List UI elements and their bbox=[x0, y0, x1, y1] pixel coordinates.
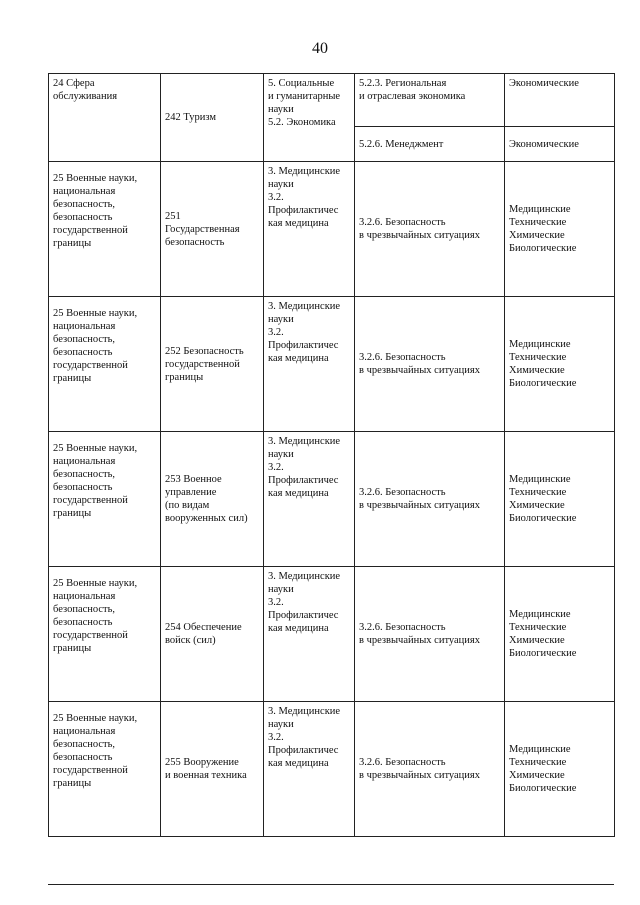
category-cell: Экономические bbox=[505, 74, 615, 127]
table-row bbox=[49, 297, 615, 432]
table-row bbox=[49, 432, 615, 567]
specialty-cell: 5.2.6. Менеджмент bbox=[355, 127, 505, 162]
category-cell: Медицинские Технические Химические Биологические bbox=[505, 567, 615, 702]
category-cell: Экономические bbox=[505, 127, 615, 162]
field-cell: 3. Медицинские науки 3.2. Профилактичес кая медицина bbox=[264, 297, 355, 432]
category-cell: Медицинские Технические Химические Биологические bbox=[505, 297, 615, 432]
page-number: 40 bbox=[312, 40, 328, 57]
group-cell: 242 Туризм bbox=[161, 74, 264, 162]
group-cell: 253 Военное управление (по видам вооруженных сил) bbox=[161, 432, 264, 567]
group-cell: 252 Безопасность государственной границы bbox=[161, 297, 264, 432]
specialty-cell: 3.2.6. Безопасность в чрезвычайных ситуациях bbox=[355, 432, 505, 567]
field-cell: 3. Медицинские науки 3.2. Профилактичес кая медицина bbox=[264, 567, 355, 702]
table-row bbox=[49, 567, 615, 702]
table-row bbox=[49, 162, 615, 297]
area-cell: 25 Военные науки, национальная безопасность, безопасность государственной границы bbox=[49, 567, 161, 702]
category-cell: Медицинские Технические Химические Биологические bbox=[505, 432, 615, 567]
area-cell: 25 Военные науки, национальная безопасность, безопасность государственной границы bbox=[49, 702, 161, 837]
group-cell: 254 Обеспечение войск (сил) bbox=[161, 567, 264, 702]
specialty-cell: 3.2.6. Безопасность в чрезвычайных ситуациях bbox=[355, 162, 505, 297]
page-bottom-rule bbox=[48, 884, 614, 885]
area-cell: 24 Сфера обслуживания bbox=[49, 74, 161, 162]
classification-table bbox=[48, 73, 615, 837]
field-cell: 3. Медицинские науки 3.2. Профилактичес кая медицина bbox=[264, 162, 355, 297]
specialty-cell: 3.2.6. Безопасность в чрезвычайных ситуациях bbox=[355, 567, 505, 702]
group-cell: 255 Вооружение и военная техника bbox=[161, 702, 264, 837]
specialty-cell: 3.2.6. Безопасность в чрезвычайных ситуациях bbox=[355, 297, 505, 432]
category-cell: Медицинские Технические Химические Биологические bbox=[505, 162, 615, 297]
field-cell: 3. Медицинские науки 3.2. Профилактичес кая медицина bbox=[264, 432, 355, 567]
field-cell: 5. Социальные и гуманитарные науки 5.2. Экономика bbox=[264, 74, 355, 162]
area-cell: 25 Военные науки, национальная безопасность, безопасность государственной границы bbox=[49, 432, 161, 567]
group-cell: 251 Государственная безопасность bbox=[161, 162, 264, 297]
category-cell: Медицинские Технические Химические Биологические bbox=[505, 702, 615, 837]
specialty-cell: 3.2.6. Безопасность в чрезвычайных ситуациях bbox=[355, 702, 505, 837]
specialty-cell: 5.2.3. Региональная и отраслевая экономика bbox=[355, 74, 505, 127]
area-cell: 25 Военные науки, национальная безопасность, безопасность государственной границы bbox=[49, 162, 161, 297]
table-row bbox=[49, 74, 615, 127]
area-cell: 25 Военные науки, национальная безопасность, безопасность государственной границы bbox=[49, 297, 161, 432]
field-cell: 3. Медицинские науки 3.2. Профилактичес кая медицина bbox=[264, 702, 355, 837]
table-row bbox=[49, 702, 615, 837]
